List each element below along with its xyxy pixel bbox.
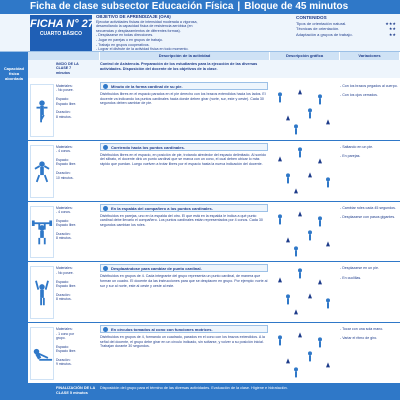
arrow-bullet-icon bbox=[103, 266, 108, 271]
header-separator: | bbox=[237, 1, 241, 12]
variation-line: - En cuclillas. bbox=[340, 275, 362, 280]
activity-meta-line: Espacio libre. bbox=[56, 284, 77, 289]
activity-description: Distribuidos en grupos de 4. Cada integrante del grupo representa un punto cardinal, de manera que forman un cuadro. El docente da las instrucciones para que se desplacen en grupo. Por ejemplo: norte al sur y sur al norte, este al oeste y oeste al este. bbox=[100, 274, 268, 288]
activity-meta-line: - 1 cono por grupo. bbox=[56, 331, 75, 340]
final-text: Disposición del grupo para el término de las diversas actividades. Evaluación de la clase. Higiene e hidratación. bbox=[100, 386, 288, 390]
contenido-label: Adaptación a grupos de trabajo. bbox=[296, 31, 353, 37]
activity-meta-line: - 4 conos. bbox=[56, 210, 71, 214]
activity-meta bbox=[56, 327, 82, 382]
activity-meta-line: Espacio libre. bbox=[56, 101, 77, 106]
column-header-descripcion: Descripción de la actividad bbox=[100, 52, 270, 60]
activity-variations bbox=[340, 206, 398, 261]
activity-meta-line: Espacio libre. bbox=[56, 223, 77, 228]
activity-meta-line: Duración: bbox=[56, 171, 71, 176]
activity-meta bbox=[56, 145, 82, 200]
column-header-material bbox=[28, 52, 100, 60]
activity-variations bbox=[340, 327, 398, 382]
activity-meta-line: 9 minutos. bbox=[56, 362, 72, 367]
activity-meta-line: Materiales: bbox=[56, 205, 73, 210]
variation-line: - Con los brazos pegados al cuerpo. bbox=[340, 84, 398, 88]
activity-meta-line: Espacio: bbox=[56, 344, 70, 349]
activity-title-text: En la espalda del compañero a los puntos cardinales. bbox=[111, 205, 213, 211]
arrow-bullet-icon bbox=[103, 327, 108, 332]
activity-title bbox=[100, 82, 268, 90]
objetivo-block bbox=[96, 15, 292, 51]
activity-meta bbox=[56, 206, 82, 261]
activity-title bbox=[100, 143, 268, 151]
ficha-badge bbox=[30, 15, 92, 51]
ficha-course: CUARTO BÁSICO bbox=[39, 31, 83, 37]
activity-meta-line: Duración: bbox=[56, 292, 71, 297]
initial-title: INICIO DE LA CLASE 7 minutos bbox=[56, 62, 79, 75]
arms-raised-figure-icon bbox=[30, 266, 54, 319]
jumping-figure-icon bbox=[30, 145, 54, 198]
contenido-label: Tipos de orientación natural. bbox=[296, 20, 347, 26]
activity-title bbox=[100, 204, 268, 212]
sitting-stretch-figure-icon bbox=[30, 327, 54, 380]
activity-title bbox=[100, 325, 268, 333]
star-rating-icon: ★★ bbox=[388, 26, 396, 31]
variation-line: - Desplazarse en un pie. bbox=[340, 266, 379, 271]
contenidos-block bbox=[296, 15, 396, 51]
final-title: FINALIZACIÓN DE LA CLASE 5 minutos bbox=[56, 386, 96, 395]
activity-meta-line: Espacio libre. bbox=[56, 349, 77, 354]
activity-meta-line: Duración: bbox=[56, 358, 71, 363]
variation-line: - En parejas. bbox=[340, 153, 361, 158]
objetivo-line: desarrollando la capacidad física de resistencia aeróbica (en bbox=[96, 24, 193, 29]
column-header-grafica: Descripción gráfica bbox=[270, 52, 340, 60]
activity-meta bbox=[56, 84, 82, 139]
objetivo-title: OBJETIVO DE APRENDIZAJE (OA6) bbox=[96, 15, 171, 19]
activity-description: Distribuidos en grupos de 4, formando un cuadrado, parados en el cono con los brazos extendidos. A la señal del docente, el grupo debe girar en un círculo indicado, sin soltarse, y volver a su posición inicial. Trabajan durante 30 segundos. bbox=[100, 335, 265, 349]
objetivo-line: - Jugar en parejas o en grupos de trabajo. bbox=[96, 37, 163, 42]
activity-meta-line: Espacio: bbox=[56, 218, 70, 223]
sidebar bbox=[0, 52, 28, 400]
activity-meta-line: 8 minutos. bbox=[56, 114, 72, 119]
variation-line: - Desplazarse con pasos gigantes. bbox=[340, 214, 396, 219]
activity-diagram bbox=[270, 327, 338, 380]
page-header bbox=[0, 0, 400, 14]
header-title: Ficha de clase subsector Educación Física bbox=[30, 1, 234, 12]
activity-description: Distribuidos en parejas, uno en la espalda del otro. El que está en la espalda le indica a qué punto cardinal debe llevarlo el compañero. Los puntos cardinales están representados por 4 conos. Cada 30 segundos cambian los roles. bbox=[100, 213, 263, 227]
activity-diagram bbox=[270, 145, 338, 198]
activity-variations bbox=[340, 145, 398, 200]
activity-meta-line: Materiales: bbox=[56, 144, 73, 149]
star-rating-icon: ★★★ bbox=[385, 20, 396, 26]
activity-title bbox=[100, 264, 268, 272]
activity-meta-line: Espacio: bbox=[56, 158, 70, 163]
activity-title-text: En círculos tomados al cono con funciones motrices. bbox=[111, 327, 213, 333]
ficha-number: FICHA N° 27 bbox=[30, 18, 94, 30]
activity-meta-line: Espacio: bbox=[56, 97, 70, 102]
activity-meta-line: Duración: bbox=[56, 110, 71, 115]
column-header-variaciones: Variaciones bbox=[340, 52, 400, 60]
activity-diagram bbox=[270, 266, 338, 319]
objetivo-line: Ejecutar actividades físicas de intensidad moderada a vigorosa, bbox=[96, 19, 198, 24]
objetivo-line: secuencias y desplazamientos de diferentes formas). bbox=[96, 28, 181, 33]
header-block: Bloque de 45 minutos bbox=[244, 1, 349, 12]
standing-figure-icon bbox=[30, 84, 54, 137]
arrow-bullet-icon bbox=[103, 84, 108, 89]
sidebar-label: Capacidad física abordada bbox=[3, 66, 25, 81]
activity-variations bbox=[340, 266, 398, 321]
activity-meta-line: Espacio: bbox=[56, 279, 70, 284]
star-rating-icon: ★★ bbox=[388, 31, 396, 37]
activity-diagram bbox=[270, 206, 338, 259]
activity-meta bbox=[56, 266, 82, 321]
weightlifter-figure-icon bbox=[30, 206, 54, 259]
activity-meta-line: 8 minutos. bbox=[56, 236, 72, 241]
initial-text: Control de Asistencia. Preparación de los estudiantes para la ejecución de las diversas actividades. Disposición del docente de los objetivos de la clase. bbox=[100, 62, 258, 71]
variation-line: - Saltando en un pie. bbox=[340, 144, 374, 149]
variation-line: - Tocar con una sola mano. bbox=[340, 327, 384, 332]
contenidos-title: CONTENIDOS bbox=[296, 15, 327, 20]
activity-description: Distribuidos libres en el espacio, en posición de pie, trotando alrededor del espacio delimitado. Al sonido del silbato, el docente dirá un punto cardinal que se marca con un cono, el cual deben ubicar lo más rápido que puedan. Luego vuelven a trotar libres por el espacio hasta la nueva indicación del docente. bbox=[100, 152, 267, 166]
activity-title-text: Minuto de la forma cardinal de su pie. bbox=[111, 84, 183, 89]
activity-meta-line: - No posee. bbox=[56, 270, 74, 275]
activity-diagram bbox=[270, 84, 338, 137]
objetivo-line: - Desplazarse en todas direcciones. bbox=[96, 33, 154, 38]
activity-meta-line: 8 minutos. bbox=[56, 297, 72, 302]
activity-meta-line: - No posee. bbox=[56, 88, 74, 93]
activity-meta-line: Materiales: bbox=[56, 327, 73, 332]
objetivo-line: - Lograr el disfrute de la actividad física en todo momento. bbox=[96, 47, 189, 51]
activity-meta-line: Duración: bbox=[56, 232, 71, 237]
variation-line: - Con los ojos cerrados. bbox=[340, 93, 378, 98]
activity-meta-line: Materiales: bbox=[56, 84, 73, 88]
activity-variations bbox=[340, 84, 398, 139]
activity-meta-line: Espacio libre. bbox=[56, 162, 77, 167]
activity-meta-line: Materiales: bbox=[56, 266, 73, 271]
activity-meta-line: 10 minutos. bbox=[56, 175, 74, 180]
contenido-row bbox=[296, 32, 396, 38]
objetivo-line: - Trabajo en grupos cooperativos. bbox=[96, 42, 150, 47]
arrow-bullet-icon bbox=[103, 206, 108, 211]
activity-meta-line: - 4 conos. bbox=[56, 149, 71, 154]
contenido-label: Técnicas de orientación. bbox=[296, 26, 340, 31]
activity-title-text: Corriendo hacia los puntos cardinales. bbox=[111, 144, 185, 150]
variation-line: - Cambiar roles cada 45 segundos. bbox=[340, 205, 396, 210]
variation-line: - Variar el ritmo de giro. bbox=[340, 336, 378, 341]
activity-title-text: Desplazándose para cambiar de punto cardinal. bbox=[111, 266, 202, 272]
arrow-bullet-icon bbox=[103, 145, 108, 150]
activity-description: Distribuidos libres en el espacio parados en el pie derecho con los brazos extendidos hacia los lados. El docente va indicando los puntos cardinales hacia donde deben girar (norte, sur, este y oeste). Cada 30 segundos deben cambiar de pie. bbox=[100, 92, 266, 106]
